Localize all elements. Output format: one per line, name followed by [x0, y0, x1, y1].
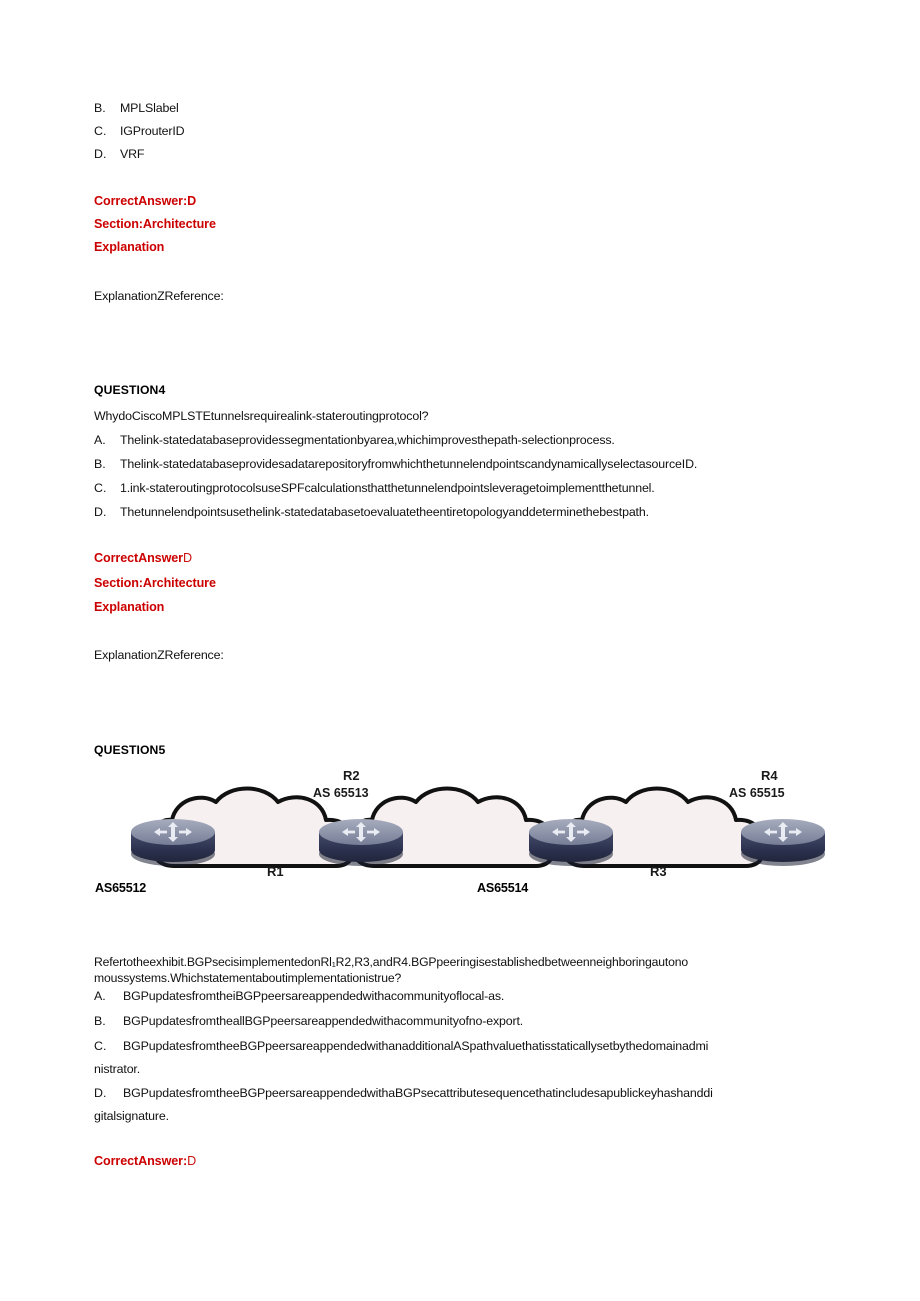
option-text: MPLSlabel	[120, 101, 179, 115]
correct-answer-line: CorrectAnswer:D	[94, 194, 197, 208]
option-text-continuation: gitalsignature.	[94, 1109, 169, 1123]
question-5-stem-line-2: moussystems.Whichstatementaboutimplementationistrue?	[94, 971, 402, 985]
exhibit-svg	[88, 760, 848, 880]
option-text: BGPupdatesfromtheiBGPpeersareappendedwithacommunityoflocal-as.	[123, 989, 505, 1003]
option-text: Thetunnelendpointsusethelink-statedatabasetoevaluatetheentiretopologyanddeterminethebestpath.	[120, 505, 649, 519]
correct-answer-label: CorrectAnswer	[94, 551, 183, 565]
option-text: VRF	[120, 147, 145, 161]
option-letter: A.	[94, 433, 106, 447]
network-exhibit-diagram	[88, 760, 848, 905]
explanation-line: Explanation	[94, 600, 165, 614]
router-r2-icon	[319, 819, 403, 866]
option-letter: B.	[94, 1014, 106, 1028]
diagram-label-r2: R2	[343, 768, 360, 783]
option-text-continuation: nistrator.	[94, 1062, 141, 1076]
option-text: 1.ink-stateroutingprotocolsuseSPFcalculationsthatthetunnelendpointsleveragetoimplementthetunnel.	[120, 481, 655, 495]
option-letter: B.	[94, 101, 106, 115]
option-letter: C.	[94, 481, 107, 495]
option-letter: A.	[94, 989, 106, 1003]
correct-answer-value: D	[182, 551, 192, 565]
router-r4-icon	[741, 819, 825, 866]
diagram-as-label-r4: AS 65515	[729, 786, 785, 800]
correct-answer-value: D	[187, 1154, 197, 1168]
section-line: Section:Architecture	[94, 217, 216, 231]
option-text: Thelink-statedatabaseprovidesadatarepositoryfromwhichthetunnelendpointscandynamicallyselectasourceID.	[120, 457, 698, 471]
diagram-as-label-r1: AS65512	[95, 881, 147, 895]
question-4-stem: WhydoCiscoMPLSTEtunnelsrequirealink-stateroutingprotocol?	[94, 409, 429, 423]
option-letter: B.	[94, 457, 106, 471]
router-r3-icon	[529, 819, 613, 866]
option-text: Thelink-statedatabaseprovidessegmentationbyarea,whichimprovesthepath-selectionprocess.	[120, 433, 615, 447]
option-letter: C.	[94, 124, 107, 138]
question-5-heading: QUESTION5	[94, 743, 166, 757]
correct-answer-line	[94, 1154, 196, 1168]
diagram-label-r3: R3	[650, 864, 667, 879]
explanation-reference: ExplanationZReference:	[94, 648, 224, 662]
router-r1-icon	[131, 819, 215, 866]
option-letter: C.	[94, 1039, 107, 1053]
diagram-as-label-r3: AS65514	[477, 881, 529, 895]
diagram-label-r4: R4	[761, 768, 778, 783]
explanation-reference: ExplanationZReference:	[94, 289, 224, 303]
explanation-line: Explanation	[94, 240, 165, 254]
question-4-heading: QUESTION4	[94, 383, 166, 397]
option-text: BGPupdatesfromtheeBGPpeersareappendedwithanadditionalASpathvaluethatisstaticallysetbythedomainadmi	[123, 1039, 709, 1053]
correct-answer-line	[94, 551, 192, 565]
option-letter: D.	[94, 1086, 107, 1100]
option-text: BGPupdatesfromtheallBGPpeersareappendedwithacommunityofno-export.	[123, 1014, 524, 1028]
question-5-stem-line-1: Refertotheexhibit.BGPsecisimplementedonRl₁R2,R3,andR4.BGPpeeringisestablishedbetweenneighboringautono	[94, 955, 688, 969]
diagram-label-r1: R1	[267, 864, 284, 879]
option-letter: D.	[94, 147, 107, 161]
option-text: BGPupdatesfromtheeBGPpeersareappendedwithaBGPsecattributesequencethatincludesapublickeyhashanddi	[123, 1086, 713, 1100]
diagram-as-label-r2: AS 65513	[313, 786, 369, 800]
section-line: Section:Architecture	[94, 576, 216, 590]
option-text: IGProuterID	[120, 124, 185, 138]
correct-answer-label: CorrectAnswer:	[94, 1154, 188, 1168]
option-letter: D.	[94, 505, 107, 519]
